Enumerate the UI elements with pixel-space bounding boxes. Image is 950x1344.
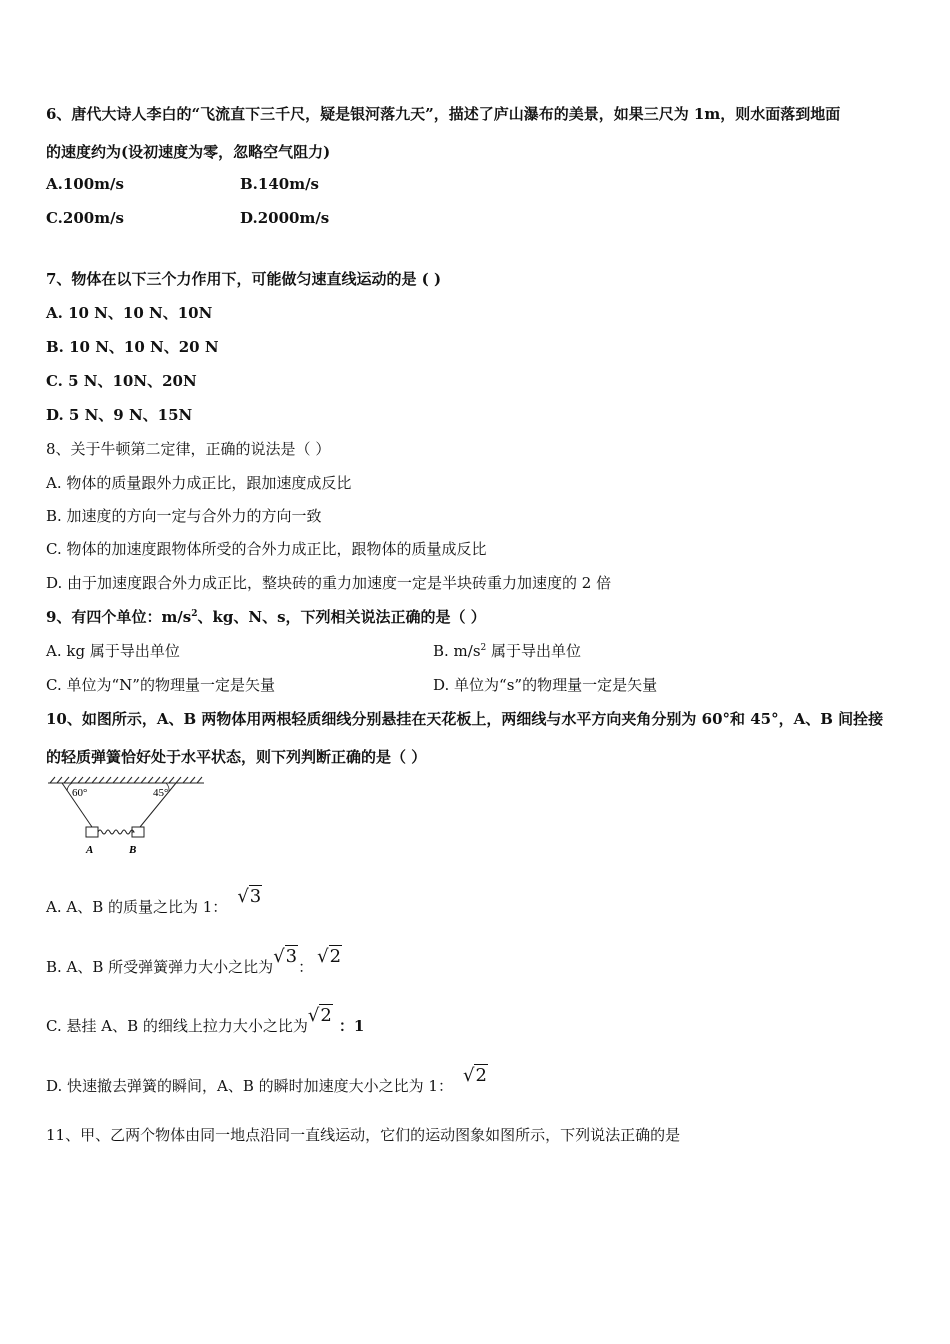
q7-option-b: B. 10 N、10 N、20 N: [46, 338, 219, 356]
block-a: [86, 827, 98, 837]
q7-option-c: C. 5 N、10N、20N: [46, 372, 197, 390]
q10-option-d-radicand: 2: [475, 1065, 487, 1086]
sqrt-symbol: √3: [273, 946, 298, 967]
q9-option-b: [433, 640, 581, 661]
q9-stem-b: 、kg、N、s，下列相关说法正确的是（ ）: [197, 608, 486, 626]
q10-option-c-tail: ：1: [338, 1017, 365, 1035]
angle-label-left: 60°: [72, 787, 88, 799]
q6-option-b: B.140m/s: [240, 175, 320, 193]
q10-option-c: [46, 1005, 365, 1036]
q10-stem-line2: 的轻质弹簧恰好处于水平状态，则下列判断正确的是（ ）: [46, 748, 427, 766]
q10-option-d-text: D. 快速撤去弹簧的瞬间，A、B 的瞬时加速度大小之比为 1：: [46, 1077, 453, 1095]
q10-option-a-radicand: 3: [249, 886, 262, 907]
q8-option-b: B. 加速度的方向一定与合外力的方向一致: [46, 507, 322, 525]
q6-option-c: C.200m/s: [46, 209, 125, 227]
q9-option-a: A. kg 属于导出单位: [46, 642, 180, 660]
sqrt-symbol: √3: [237, 886, 262, 907]
q7-option-a: A. 10 N、10 N、10N: [46, 304, 213, 322]
spring: [98, 830, 134, 834]
q8-stem: 8、关于牛顿第二定律，正确的说法是（ ）: [46, 440, 331, 458]
q9-option-b-post: 属于导出单位: [486, 642, 582, 660]
q8-option-d: D. 由于加速度跟合外力成正比，整块砖的重力加速度一定是半块砖重力加速度的 2 倍: [46, 574, 612, 592]
q10-option-a: [46, 886, 262, 917]
q9-option-b-pre: B. m/s: [433, 642, 481, 660]
angle-label-right: 45°: [153, 787, 169, 799]
q10-option-b-sep: ：: [298, 958, 314, 976]
q9-stem-sup: 2: [191, 609, 198, 619]
q10-option-c-radicand: 2: [320, 1005, 332, 1026]
q10-figure: [46, 775, 206, 855]
q10-stem-line1: 10、如图所示，A、B 两物体用两根轻质细线分别悬挂在天花板上，两细线与水平方向夹角分别为 60°和 45°，A、B 间拴接: [46, 710, 884, 728]
label-a: A: [86, 844, 94, 855]
ceiling-hatch: [48, 777, 204, 783]
q10-option-b-text: B. A、B 所受弹簧弹力大小之比为: [46, 958, 274, 976]
q6-option-a: A.100m/s: [46, 175, 124, 193]
q6-stem-line1: 6、唐代大诗人李白的“飞流直下三千尺，疑是银河落九天”，描述了庐山瀑布的美景，如果三尺为 1m，则水面落到地面: [46, 105, 841, 123]
q10-option-b-radicand-1: 3: [285, 946, 298, 967]
q11-stem: 11、甲、乙两个物体由同一地点沿同一直线运动，它们的运动图象如图所示，下列说法正确的是: [46, 1126, 681, 1144]
q7-option-d: D. 5 N、9 N、15N: [46, 406, 193, 424]
q10-option-d: [46, 1065, 487, 1096]
q10-option-a-text: A. A、B 的质量之比为 1：: [46, 898, 228, 916]
q10-option-b: [46, 946, 342, 977]
sqrt-symbol: √2: [307, 1005, 332, 1026]
q10-option-c-text: C. 悬挂 A、B 的细线上拉力大小之比为: [46, 1017, 308, 1035]
q6-stem-line2: 的速度约为(设初速度为零，忽略空气阻力): [46, 143, 331, 161]
q8-option-a: A. 物体的质量跟外力成正比，跟加速度成反比: [46, 474, 352, 492]
q10-option-b-radicand-2: 2: [329, 946, 342, 967]
sqrt-symbol: √2: [462, 1065, 487, 1086]
q7-stem: 7、物体在以下三个力作用下，可能做匀速直线运动的是 ( ): [46, 270, 442, 288]
q9-option-b-sup: 2: [480, 643, 487, 653]
q9-option-c: C. 单位为“N”的物理量一定是矢量: [46, 676, 275, 694]
label-b: B: [129, 844, 137, 855]
q9-stem-a: 9、有四个单位：m/s: [46, 608, 192, 626]
q6-option-d: D.2000m/s: [240, 209, 330, 227]
q9-stem: [46, 606, 486, 627]
q8-option-c: C. 物体的加速度跟物体所受的合外力成正比，跟物体的质量成反比: [46, 540, 487, 558]
sqrt-symbol: √2: [317, 946, 342, 967]
q9-option-d: D. 单位为“s”的物理量一定是矢量: [433, 676, 658, 694]
